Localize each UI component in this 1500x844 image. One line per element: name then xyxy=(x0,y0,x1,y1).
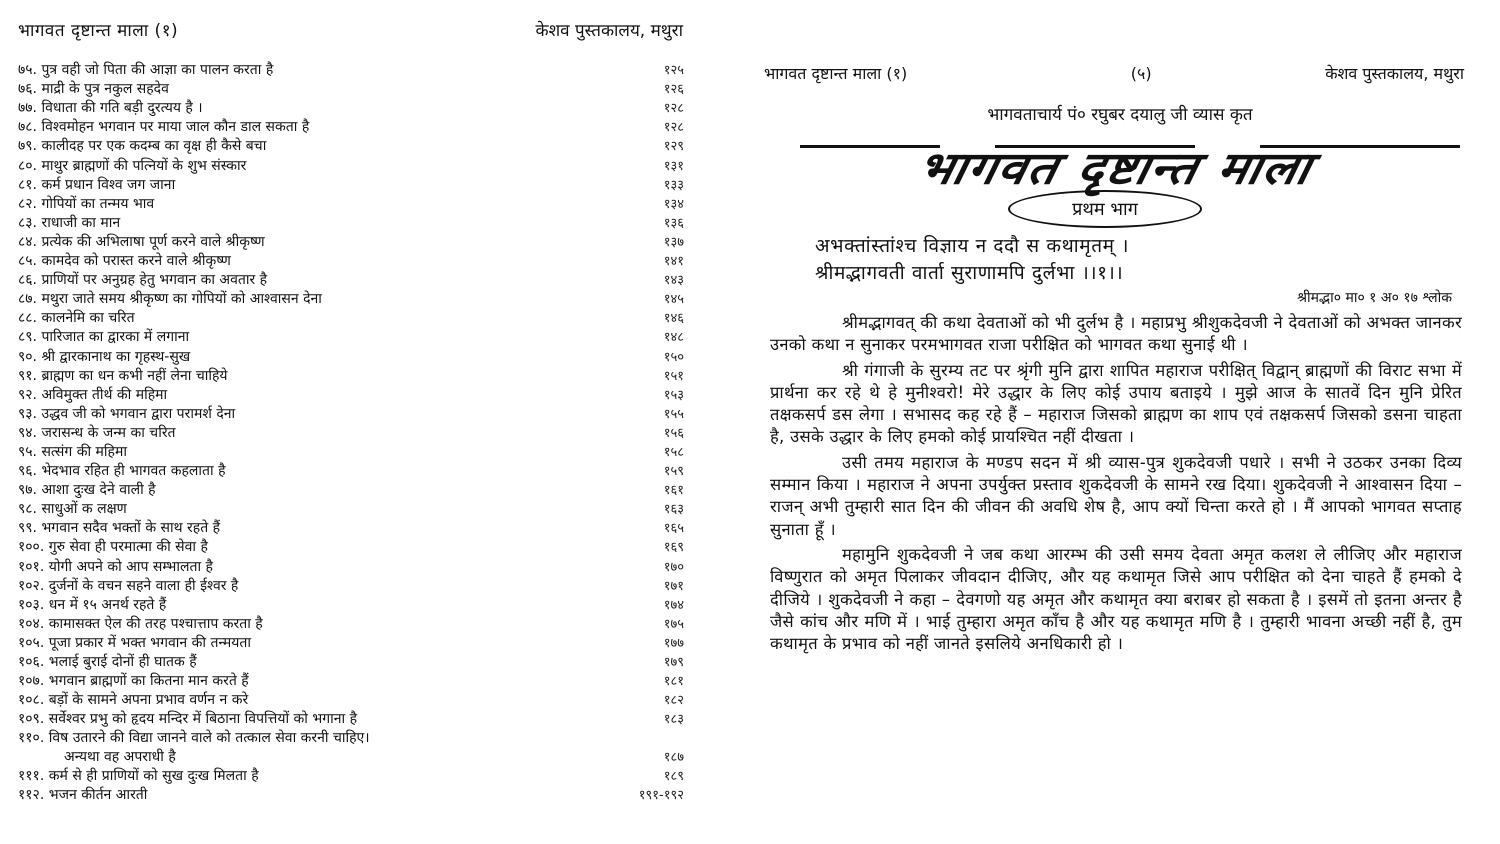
toc-entry-number: ८९. xyxy=(18,329,38,346)
toc-entry-title xyxy=(18,386,604,405)
toc-entry-title xyxy=(18,767,604,786)
toc-entry-label: कालीदह पर एक कदम्ब का वृक्ष ही कैसे बचा xyxy=(41,138,267,155)
toc-entry-number: ९७. xyxy=(18,482,38,499)
toc-entry-title xyxy=(18,137,604,156)
toc-entry-number: ८७. xyxy=(18,291,38,308)
toc-entry-label: योगी अपने को आप सम्भालता है xyxy=(48,558,213,575)
toc-entry-number: १०७. xyxy=(18,673,45,690)
part-badge xyxy=(1008,190,1202,228)
toc-entry-label: मथुरा जाते समय श्रीकृष्ण का गोपियों को आश्वासन देना xyxy=(41,291,322,308)
toc-entry-label: भजन कीर्तन आरती xyxy=(48,787,148,804)
toc-entry-page: १५८ xyxy=(663,444,684,460)
toc-entry xyxy=(18,367,690,386)
toc-entry-page: १७९ xyxy=(663,655,684,670)
toc-entry-page: १५३ xyxy=(663,387,684,403)
toc-entry xyxy=(18,710,690,729)
toc-entry-label-continued: अन्यथा वह अपराधी है xyxy=(64,749,176,766)
toc-entry-title xyxy=(18,634,604,653)
toc-entry-label: जरासन्ध के जन्म का चरित xyxy=(41,424,176,441)
toc-entry xyxy=(18,347,690,366)
toc-entry-title xyxy=(18,519,604,538)
toc-entry xyxy=(18,767,690,786)
toc-entry-page: १८९ xyxy=(663,769,684,785)
toc-entry-label: विश्वमोहन भगवान पर माया जाल कौन डाल सकता है xyxy=(41,119,310,136)
toc-entry xyxy=(18,462,690,481)
toc-entry-page: १२५ xyxy=(663,63,684,79)
toc-entry-label: पूजा प्रकार में भक्त भगवान की तन्मयता xyxy=(48,634,251,651)
toc-entry-title xyxy=(18,577,604,596)
toc-entry-number: ९९. xyxy=(18,520,38,537)
publisher-header: केशव पुस्तकालय, मथुरा xyxy=(535,21,683,41)
toc-entry-number: ९५. xyxy=(18,443,38,460)
toc-entry-label: माथुर ब्राह्मणों की पत्नियों के शुभ संस्कार xyxy=(41,157,247,174)
toc-entry xyxy=(18,519,690,538)
toc-entry-page: १३६ xyxy=(663,215,684,231)
toc-entry-number: ९३. xyxy=(18,405,38,422)
toc-entry xyxy=(18,80,690,99)
toc-entry xyxy=(18,137,690,156)
right-page-text xyxy=(740,0,1500,844)
toc-entry-number: १०२. xyxy=(18,577,45,594)
toc-entry xyxy=(18,424,690,443)
toc-entry-title xyxy=(18,405,604,424)
toc-entry-number: १०१. xyxy=(18,558,45,575)
toc-entry xyxy=(18,634,690,653)
toc-entry-page: १२८ xyxy=(663,120,684,136)
toc-entry-title xyxy=(18,61,604,80)
toc-entry-page: १५५ xyxy=(663,406,684,422)
right-page-header xyxy=(764,62,1464,84)
toc-entry-page: १७७ xyxy=(663,635,684,651)
toc-entry-number: १०४. xyxy=(18,615,45,632)
toc-entry-label: गोपियों का तन्मय भाव xyxy=(41,195,155,212)
toc-entry-page: १३३ xyxy=(663,177,684,193)
toc-entry-label: भलाई बुराई दोनों ही घातक हैं xyxy=(48,654,197,670)
toc-entry-number: ११२. xyxy=(18,787,45,804)
toc-entry xyxy=(18,386,690,405)
toc-entry xyxy=(18,500,690,519)
toc-entry-title xyxy=(18,538,604,557)
toc-entry-label: ब्राह्मण का धन कभी नहीं लेना चाहिये xyxy=(41,367,228,384)
toc-entry-label: बड़ों के सामने अपना प्रभाव वर्णन न करे xyxy=(48,692,249,709)
toc-entry-label: पारिजात का द्वारका में लगाना xyxy=(41,329,190,346)
left-page-toc xyxy=(0,0,720,844)
toc-entry-title xyxy=(18,195,604,214)
toc-entry-page: १५० xyxy=(663,349,684,365)
toc-entry-label: भगवान सदैव भक्तों के साथ रहते हैं xyxy=(41,520,221,537)
toc-entry-title xyxy=(18,118,604,137)
toc-entry-label: भगवान ब्राह्मणों का कितना मान करते हैं xyxy=(48,673,249,690)
toc-entry-number: ७५. xyxy=(18,62,38,79)
author-line: भागवताचार्य पं० रघुबर दयालु जी व्यास कृत xyxy=(987,105,1253,125)
toc-entry-page: १६९ xyxy=(663,540,684,556)
toc-entry xyxy=(18,271,690,290)
toc-entry-page: १८१ xyxy=(663,674,684,690)
toc-entry xyxy=(18,176,690,195)
toc-entry-number: ८५. xyxy=(18,253,38,270)
toc-entry-label: सत्संग की महिमा xyxy=(41,443,127,460)
verse-line-1: अभक्तांस्तांश्च विज्ञाय न ददौ स कथामृतम् । xyxy=(815,235,1130,257)
toc-entry-number: ८०. xyxy=(18,157,38,174)
toc-entry-page: १५१ xyxy=(663,368,684,384)
toc-entry-title xyxy=(18,596,604,615)
toc-entry-title xyxy=(18,348,604,367)
toc-entry-label: भेदभाव रहित ही भागवत कहलाता है xyxy=(41,463,226,480)
toc-list xyxy=(18,61,690,805)
toc-entry-title xyxy=(18,558,604,577)
toc-entry-title xyxy=(18,328,604,347)
toc-entry xyxy=(18,195,690,214)
toc-entry-number: ९६. xyxy=(18,463,38,480)
toc-entry-label: राधाजी का मान xyxy=(41,214,121,231)
toc-entry-page: १५९ xyxy=(663,464,684,480)
toc-entry-label: गुरु सेवा ही परमात्मा की सेवा है xyxy=(48,539,208,556)
toc-entry-number: ९०. xyxy=(18,348,38,365)
toc-entry-title xyxy=(18,367,604,386)
toc-entry-page: १९१-१९२ xyxy=(638,788,684,804)
toc-entry xyxy=(18,405,690,424)
toc-entry-number: ८६. xyxy=(18,272,38,289)
toc-entry xyxy=(18,577,690,596)
toc-entry-label: उद्धव जी को भगवान द्वारा परामर्श देना xyxy=(41,405,236,422)
part-badge-label: प्रथम भाग xyxy=(1072,199,1138,220)
toc-entry-page: १४६ xyxy=(663,311,684,327)
toc-entry-title xyxy=(18,500,604,519)
toc-entry-number: १०६. xyxy=(18,654,45,670)
toc-entry-label: अविमुक्त तीर्थ की महिमा xyxy=(41,386,168,403)
toc-entry-number: ८४. xyxy=(18,233,38,250)
toc-entry xyxy=(18,99,690,118)
toc-entry-title xyxy=(18,424,604,443)
verse-reference: श्रीमद्भा० मा० १ अ० १७ श्लोक xyxy=(1297,290,1452,306)
toc-entry-label: साधुओं क लक्षण xyxy=(41,501,127,518)
toc-entry-number: ८२. xyxy=(18,195,38,212)
left-page-header xyxy=(18,18,683,41)
toc-entry-title xyxy=(18,653,604,672)
toc-entry-label: कालनेमि का चरित xyxy=(41,310,135,327)
toc-entry xyxy=(18,328,690,347)
body-text xyxy=(770,312,1462,658)
toc-entry xyxy=(18,156,690,175)
toc-entry-title xyxy=(18,157,604,176)
toc-entry-title xyxy=(18,233,604,252)
page-number: (५) xyxy=(1130,64,1152,83)
toc-entry-title xyxy=(18,214,604,233)
toc-entry-number: १०९. xyxy=(18,711,45,728)
paragraph: महामुनि शुकदेवजी ने जब कथा आरम्भ की उसी समय देवता अमृत कलश ले लीजिए और महाराज विष्णुरात को अमृत पिलाकर जीवदान दीजिए, और यह कथामृत जिसे आप परीक्षित को देना चाहते हैं हमको दे दीजिये । शुकदेवजी ने कहा – देवगणो यह अमृत और कथामृत क्या बराबर हो सकता है । इसमें तो इतना अन्तर है जैसे कांच और मणि में । भाई तुम्हारा अमृत काँच है और यह कथामृत मणि है । तुम्हारी भावना अच्छी नहीं है, तुम कथामृत के प्रभाव को नहीं जानते इसलिये अनधिकारी हो । xyxy=(770,544,1462,654)
toc-entry-page: १४३ xyxy=(663,273,684,289)
book-main-title: भागवत दृष्टान्त माला xyxy=(912,141,1318,195)
toc-entry-page: १७४ xyxy=(663,597,684,613)
toc-entry-title xyxy=(18,615,604,634)
toc-entry-number: ७९. xyxy=(18,138,38,155)
toc-entry-label: कर्म से ही प्राणियों को सुख दुःख मिलता है xyxy=(48,768,259,785)
toc-entry-page: १३१ xyxy=(663,158,684,174)
toc-entry-label: विष उतारने की विद्या जानने वाले को तत्काल सेवा करनी चाहिए। xyxy=(48,730,370,747)
toc-entry-title xyxy=(18,443,604,462)
toc-entry-number: ९१. xyxy=(18,367,38,384)
toc-entry-page: १४१ xyxy=(663,254,684,270)
toc-entry-number: ८८. xyxy=(18,310,38,327)
toc-entry-label: प्रत्येक की अभिलाषा पूर्ण करने वाले श्रीकृष्ण xyxy=(41,233,265,250)
toc-entry-page: १२९ xyxy=(663,139,684,155)
toc-entry-number: १०८. xyxy=(18,692,45,709)
toc-entry-page: १७० xyxy=(663,559,684,575)
book-title-header: भागवत दृष्टान्त माला (१) xyxy=(764,64,908,83)
toc-entry-number: ९२. xyxy=(18,386,38,403)
toc-entry-page: १३७ xyxy=(663,234,684,250)
toc-entry-page: १६३ xyxy=(663,502,684,518)
toc-entry xyxy=(18,118,690,137)
toc-entry-number: ७८. xyxy=(18,119,38,136)
toc-entry-number: ७७. xyxy=(18,100,38,117)
toc-entry-number: १११. xyxy=(18,768,45,785)
toc-entry-number: ११०. xyxy=(18,730,45,747)
toc-entry-label: कामासक्त ऐल की तरह पश्चात्ताप करता है xyxy=(48,615,263,632)
toc-entry-label: धन में १५ अनर्थ रहते हैं xyxy=(48,596,167,613)
toc-entry-page: १८२ xyxy=(663,693,684,709)
toc-entry-number: ७६. xyxy=(18,81,38,98)
toc-entry-title xyxy=(18,252,604,271)
toc-entry-title xyxy=(18,176,604,195)
toc-entry-page: १४५ xyxy=(663,292,684,308)
toc-entry-page: १५६ xyxy=(663,425,684,441)
toc-entry-title xyxy=(18,99,604,118)
toc-entry xyxy=(18,557,690,576)
toc-entry-page: १२६ xyxy=(663,82,684,98)
toc-entry xyxy=(18,691,690,710)
toc-entry-number: ८३. xyxy=(18,214,38,231)
paragraph: उसी तमय महाराज के मण्डप सदन में श्री व्यास-पुत्र शुकदेवजी पधारे । सभी ने उठकर उनका दिव्य सम्मान किया । महाराज ने अपना उपर्युक्त प्रस्ताव शुकदेवजी के सामने रख दिया। शुकदेवजी ने आश्वासन दिया – राजन् अभी तुम्हारी सात दिन की जीवन की अवधि शेष है, आप क्यों चिन्ता करते हो । मैं आपको भागवत सप्ताह सुनाता हूँ । xyxy=(770,452,1462,539)
toc-entry-title xyxy=(18,710,604,729)
toc-entry-label: पुत्र वही जो पिता की आज्ञा का पालन करता है xyxy=(41,62,274,79)
toc-entry-title xyxy=(18,481,604,500)
toc-entry xyxy=(18,252,690,271)
toc-entry-page: १८७ xyxy=(663,750,684,766)
toc-entry-page: १४८ xyxy=(663,330,684,346)
toc-entry xyxy=(18,786,690,805)
toc-entry-title xyxy=(18,691,604,710)
toc-entry xyxy=(18,443,690,462)
toc-entry-title xyxy=(18,309,604,328)
toc-entry-page: १३४ xyxy=(663,196,684,212)
toc-entry xyxy=(18,672,690,691)
toc-entry xyxy=(18,596,690,615)
toc-entry-label: विधाता की गति बड़ी दुरत्यय है । xyxy=(41,100,203,117)
toc-entry-number: १००. xyxy=(18,539,45,556)
publisher-header: केशव पुस्तकालय, मथुरा xyxy=(1325,64,1464,83)
paragraph: श्रीमद्भागवत् की कथा देवताओं को भी दुर्लभ है । महाप्रभु श्रीशुकदेवजी ने देवताओं को अभक्त जानकर उनको कथा न सुनाकर परमभागवत राजा परीक्षित को भागवत कथा सुनाई थी । xyxy=(770,313,1462,355)
toc-entry xyxy=(18,214,690,233)
toc-entry-page: १७५ xyxy=(663,616,684,632)
toc-entry-page: १७१ xyxy=(663,578,684,594)
toc-entry-label: प्राणियों पर अनुग्रह हेतु भगवान का अवतार है xyxy=(41,272,268,289)
toc-entry xyxy=(18,538,690,557)
toc-entry-label: माद्री के पुत्र नकुल सहदेव xyxy=(41,81,169,98)
book-title-header: भागवत दृष्टान्त माला (१) xyxy=(18,21,179,41)
toc-entry-page: १६१ xyxy=(663,483,684,499)
toc-entry xyxy=(18,309,690,328)
toc-entry-title xyxy=(18,290,604,309)
toc-entry xyxy=(18,615,690,634)
toc-entry-title xyxy=(18,271,604,290)
toc-entry-title xyxy=(18,80,604,99)
toc-entry-title xyxy=(18,786,604,805)
toc-entry-number: ८१. xyxy=(18,176,38,193)
toc-entry xyxy=(18,653,690,672)
toc-entry-page: १६५ xyxy=(663,521,684,537)
toc-entry-page: १८३ xyxy=(663,712,684,728)
toc-entry-title xyxy=(18,672,604,691)
toc-entry xyxy=(18,61,690,80)
toc-entry-number: ९८. xyxy=(18,501,38,518)
toc-entry xyxy=(18,233,690,252)
toc-entry xyxy=(18,481,690,500)
toc-entry-label: सर्वेश्वर प्रभु को हृदय मन्दिर में बिठाना विपत्तियों को भगाना है xyxy=(48,711,357,728)
toc-entry-number: ९४. xyxy=(18,424,38,441)
toc-entry-page: १२८ xyxy=(663,101,684,117)
toc-entry-label: कामदेव को परास्त करने वाले श्रीकृष्ण xyxy=(41,253,231,270)
toc-entry-number: १०५. xyxy=(18,634,45,651)
toc-entry xyxy=(18,290,690,309)
toc-entry-title xyxy=(18,729,604,767)
toc-entry-label: आशा दुःख देने वाली है xyxy=(41,482,156,499)
toc-entry-title xyxy=(18,462,604,481)
toc-entry-label: कर्म प्रधान विश्व जग जाना xyxy=(41,176,176,193)
verse-line-2: श्रीमद्भागवती वार्ता सुराणामपि दुर्लभा ।।१।। xyxy=(815,262,1124,284)
toc-entry xyxy=(18,729,690,767)
toc-entry-number: १०३. xyxy=(18,596,45,613)
toc-entry-label: दुर्जनों के वचन सहने वाला ही ईश्वर है xyxy=(48,577,239,594)
toc-entry-label: श्री द्वारकानाथ का गृहस्थ-सुख xyxy=(41,348,191,365)
paragraph: श्री गंगाजी के सुरम्य तट पर श्रृंगी मुनि द्वारा शापित महाराज परीक्षित् विद्वान् ब्राह्मणों की विराट सभा में प्रार्थना कर रहे थे हे मुनीश्वरो! मेरे उद्धार के लिए कोई उपाय बताइये । मुझे आज के सातवें दिन मुनि प्रेरित तक्षकसर्प डस लेगा । सभासद कह रहे हैं – महाराज जिसको ब्राह्मण का शाप एवं तक्षकसर्प जिसको डसना चाहता है, उसके उद्धार के लिए हमको कोई प्रायश्चित नहीं दीखता । xyxy=(770,360,1462,447)
